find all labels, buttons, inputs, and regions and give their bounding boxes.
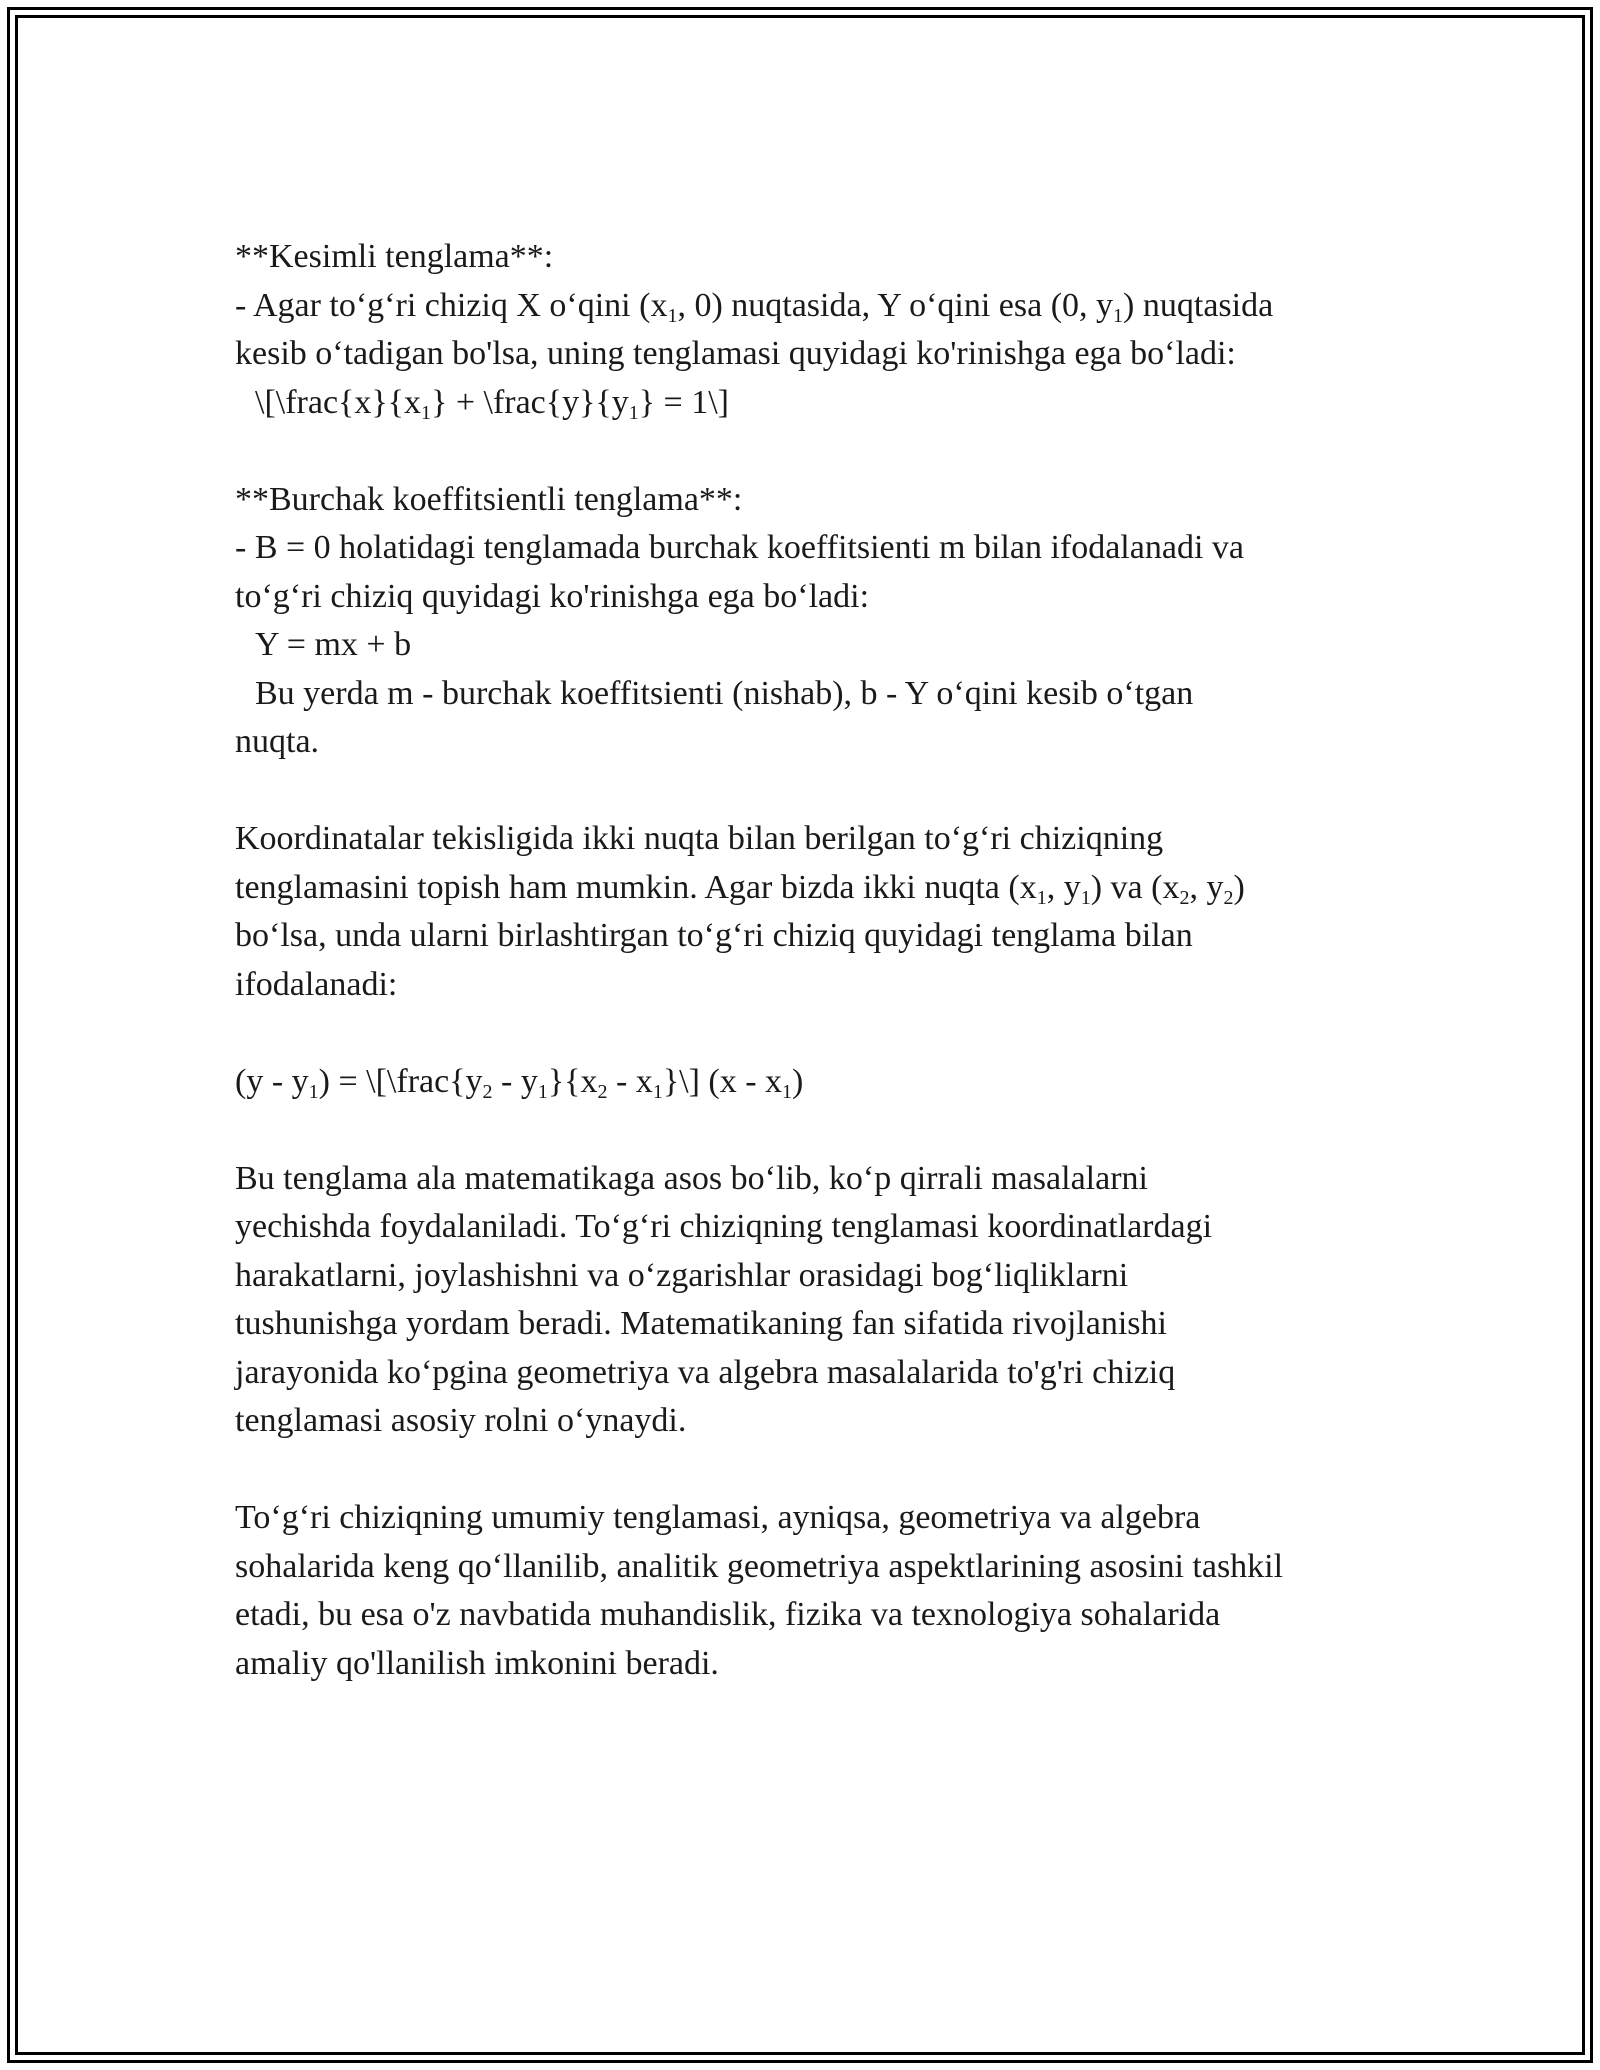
- ahamiyat-line-3: harakatlarni, joylashishni va o‘zgarishlar orasidagi bog‘liqliklarni: [235, 1256, 1129, 1294]
- burchak-formula: Y = mx + b: [255, 626, 412, 663]
- document-body: [235, 233, 1385, 1688]
- section-heading-burchak: **Burchak koeffitsientli tenglama**:: [235, 480, 743, 518]
- ahamiyat-line-1: Bu tenglama ala matematikaga asos bo‘lib, ko‘p qirrali masalalarni: [235, 1159, 1148, 1197]
- ikki-nuqta-line-3: bo‘lsa, unda ularni birlashtirgan to‘g‘ri chiziq quyidagi tenglama bilan: [235, 917, 1193, 954]
- ikki-nuqta-line-1: Koordinatalar tekisligida ikki nuqta bilan berilgan to‘g‘ri chiziqning: [235, 820, 1164, 857]
- umumiy-line-4: amaliy qo'llanilish imkonini beradi.: [235, 1644, 719, 1682]
- section-heading-kesimli: **Kesimli tenglama**:: [235, 238, 554, 275]
- ahamiyat-line-4: tushunishga yordam beradi. Matematikaning fan sifatida rivojlanishi: [235, 1305, 1167, 1342]
- umumiy-line-1: To‘g‘ri chiziqning umumiy tenglamasi, ayniqsa, geometriya va algebra: [235, 1499, 1201, 1536]
- ikki-nuqta-line-4: ifodalanadi:: [235, 965, 398, 1003]
- ikki-nuqta-line-2: tenglamasini topish ham mumkin. Agar bizda ikki nuqta ($x_1$, $y_1$) va ($x_2$, $y_2$): [235, 868, 1245, 909]
- ahamiyat-line-5: jarayonida ko‘pgina geometriya va algebra masalalarida to'g'ri chiziq: [235, 1353, 1176, 1391]
- kesimli-formula: $\backslash[\backslash frac\{x\}\{x_1\}$ + $\backslash frac\{y\}\{y_1\}$ = 1\]: [255, 383, 729, 424]
- burchak-line-2: to‘g‘ri chiziq quyidagi ko'rinishga ega bo‘ladi:: [235, 577, 870, 615]
- burchak-line-3: Bu yerda m - burchak koeffitsienti (nishab), b - Y o‘qini kesib o‘tgan: [255, 674, 1194, 712]
- two-point-formula: $(y - y_1)$ = $\backslash[\backslash frac\{y_2 - y_1\}\{x_2$ - $x_1\}\backslash$] $(x - x_1)$: [235, 1062, 804, 1103]
- burchak-line-4: nuqta.: [235, 723, 320, 760]
- kesimli-line-1: - Agar to‘g‘ri chiziq X o‘qini ($x_1$, 0) nuqtasida, Y o‘qini esa (0, $y_1$) nuqtasida: [235, 286, 1274, 327]
- ahamiyat-line-2: yechishda foydalaniladi. To‘g‘ri chiziqning tenglamasi koordinatlardagi: [235, 1208, 1213, 1245]
- burchak-line-1: - B = 0 holatidagi tenglamada burchak koeffitsienti m bilan ifodalanadi va: [235, 529, 1244, 566]
- kesimli-line-2: kesib o‘tadigan bo'lsa, uning tenglamasi quyidagi ko'rinishga ega bo‘ladi:: [235, 335, 1236, 372]
- umumiy-line-2: sohalarida keng qo‘llanilib, analitik geometriya aspektlarining asosini tashkil: [235, 1547, 1284, 1585]
- umumiy-line-3: etadi, bu esa o'z navbatida muhandislik, fizika va texnologiya sohalarida: [235, 1596, 1221, 1633]
- ahamiyat-line-6: tenglamasi asosiy rolni o‘ynaydi.: [235, 1402, 687, 1439]
